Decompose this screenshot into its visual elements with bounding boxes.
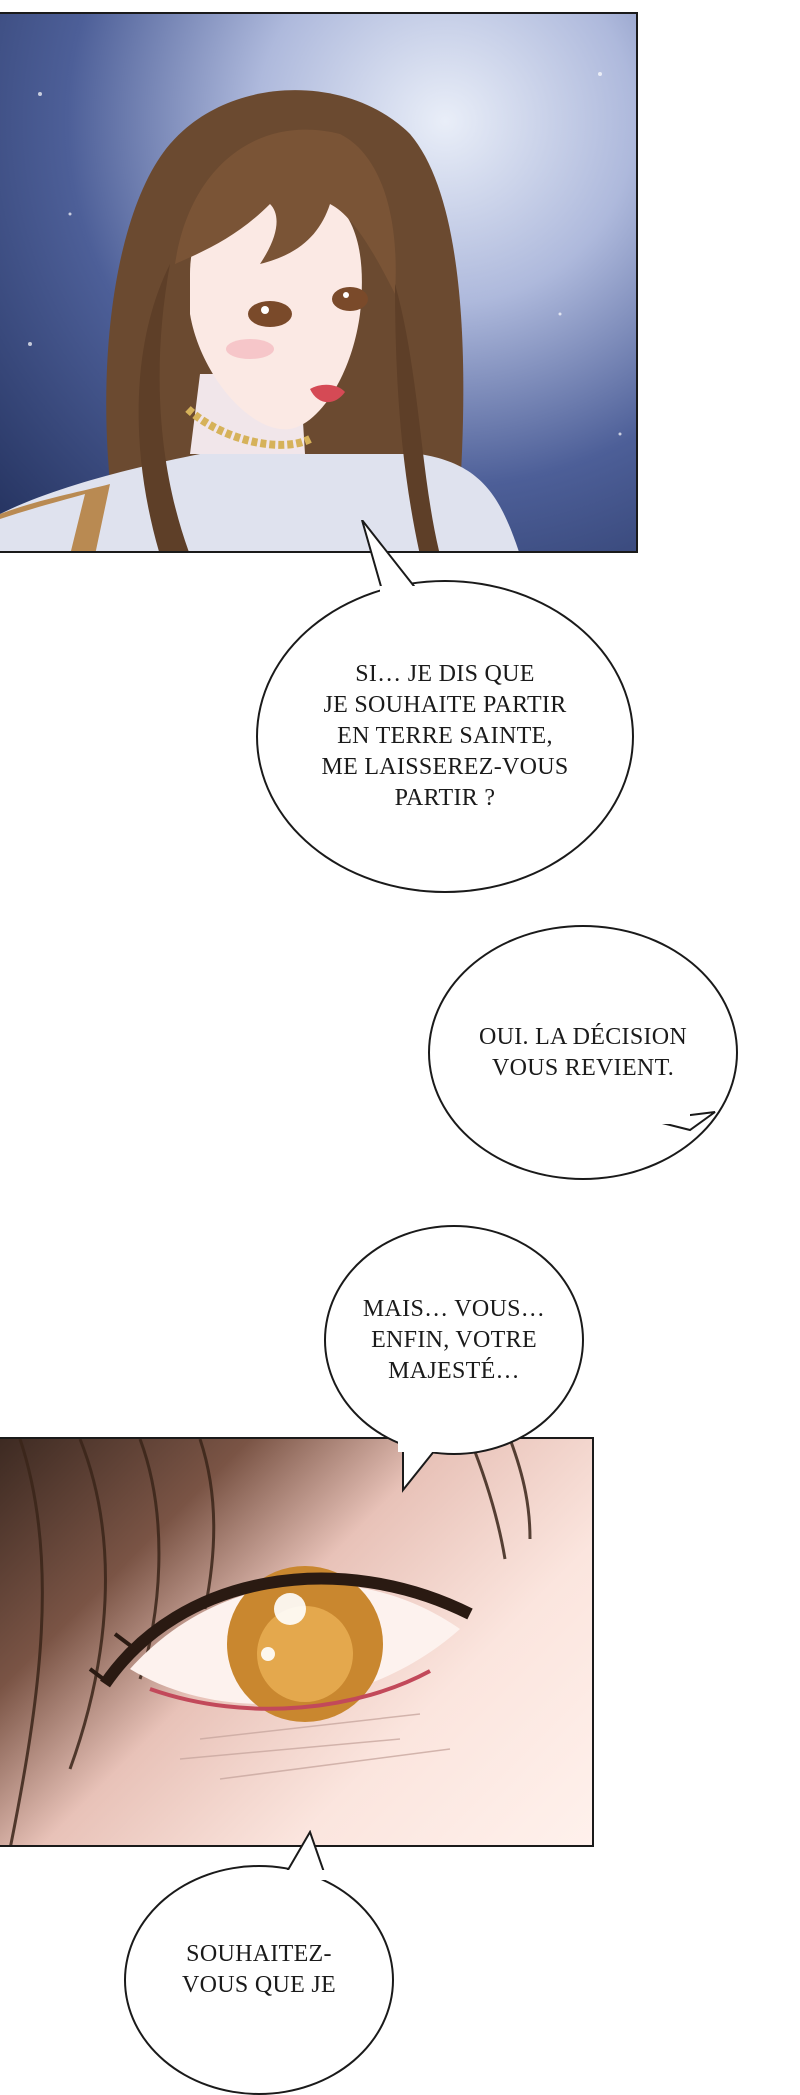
speech-bubble-tail — [280, 1830, 330, 1880]
speech-text-4: SOUHAITEZ- VOUS QUE JE — [182, 1941, 336, 1998]
speech-bubble-3 — [324, 1225, 584, 1455]
panel-eye-closeup — [0, 1437, 594, 1847]
speech-bubble-1 — [256, 580, 634, 893]
speech-bubble-tail — [650, 1110, 720, 1170]
eye-closeup-illustration — [0, 1439, 594, 1847]
speech-text-1: SI… JE DIS QUE JE SOUHAITE PARTIR EN TERRE SAINTE, ME LAISSEREZ-VOUS PARTIR ? — [321, 661, 569, 811]
woman-portrait-illustration — [0, 14, 638, 553]
panel-woman-portrait — [0, 12, 638, 553]
speech-text-2: OUI. LA DÉCISION VOUS REVIENT. — [478, 1023, 688, 1081]
speech-text-3: MAIS… VOUS… ENFIN, VOTRE MAJESTÉ… — [362, 1295, 546, 1384]
speech-bubble-tail — [398, 1440, 458, 1500]
speech-bubble-tail — [352, 520, 422, 600]
speech-bubble-4 — [124, 1865, 394, 2095]
